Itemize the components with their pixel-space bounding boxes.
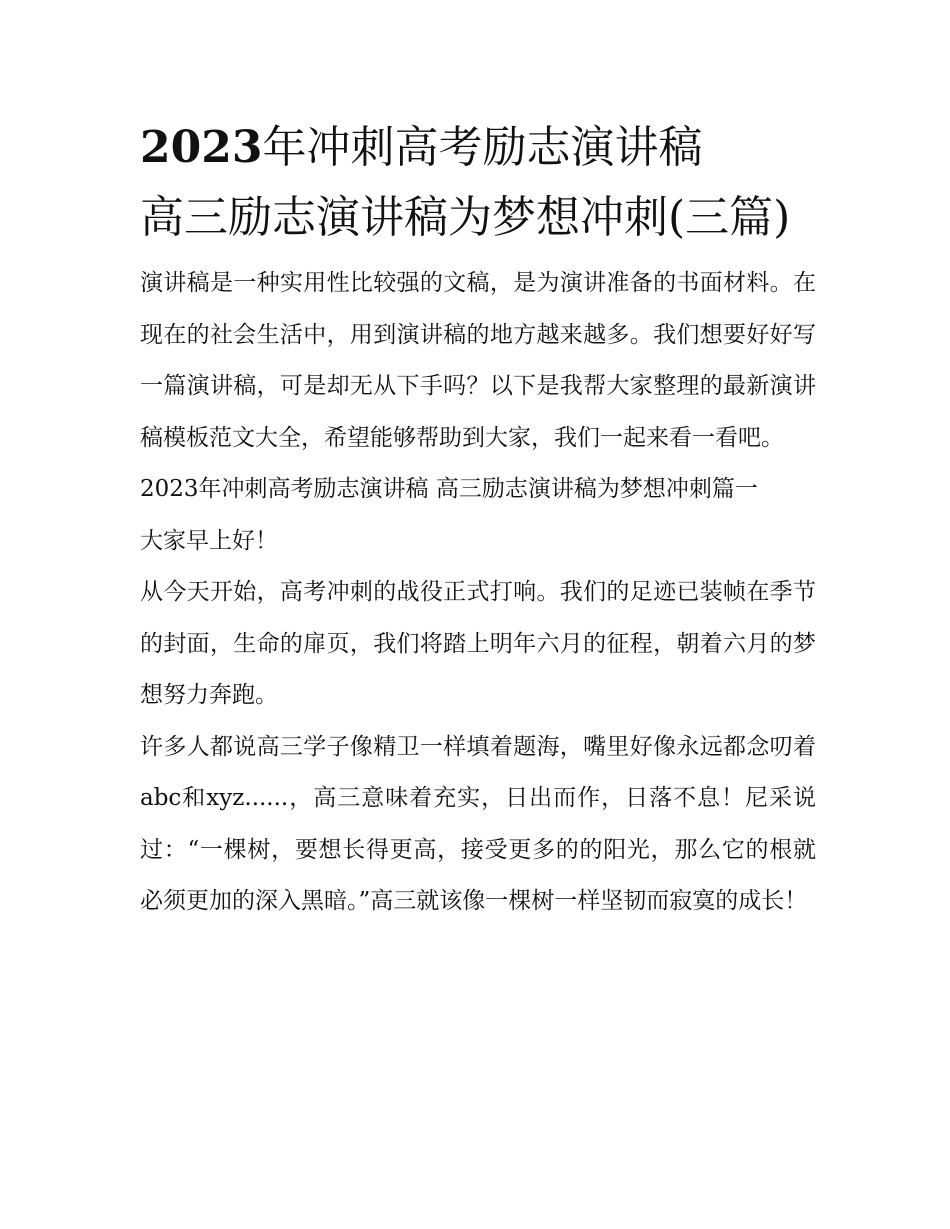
document-title	[140, 118, 816, 248]
body-paragraph: 从今天开始，高考冲刺的战役正式打响。我们的足迹已装帧在季节的封面，生命的扉页，我们将踏上明年六月的征程，朝着六月的梦想努力奔跑。	[140, 579, 816, 708]
title-line-1	[140, 118, 816, 178]
greeting-paragraph: 大家早上好！	[140, 527, 278, 554]
title-year: 2023	[140, 122, 263, 173]
body-paragraph: 许多人都说高三学子像精卫一样填着题海，嘴里好像永远都念叨着abc和xyz......，高三意味着充实，日出而作，日落不息！尼采说过：“一棵树，要想长得更高，接受更多的的阳光，那么它的根就必须更加的深入黑暗。”高三就该像一棵树一样坚韧而寂寞的成长！	[140, 733, 816, 914]
document-page	[140, 118, 816, 928]
title-line-1-text: 年冲刺高考励志演讲稿	[262, 122, 703, 173]
intro-paragraph: 演讲稿是一种实用性比较强的文稿，是为演讲准备的书面材料。在现在的社会生活中，用到演讲稿的地方越来越多。我们想要好好写一篇演讲稿，可是却无从下手吗？以下是我帮大家整理的最新演讲稿模板范文大全，希望能够帮助到大家，我们一起来看一看吧。	[140, 270, 816, 451]
section-heading: 2023年冲刺高考励志演讲稿 高三励志演讲稿为梦想冲刺篇一	[140, 476, 758, 502]
title-line-2: 高三励志演讲稿为梦想冲刺(三篇)	[140, 192, 791, 243]
